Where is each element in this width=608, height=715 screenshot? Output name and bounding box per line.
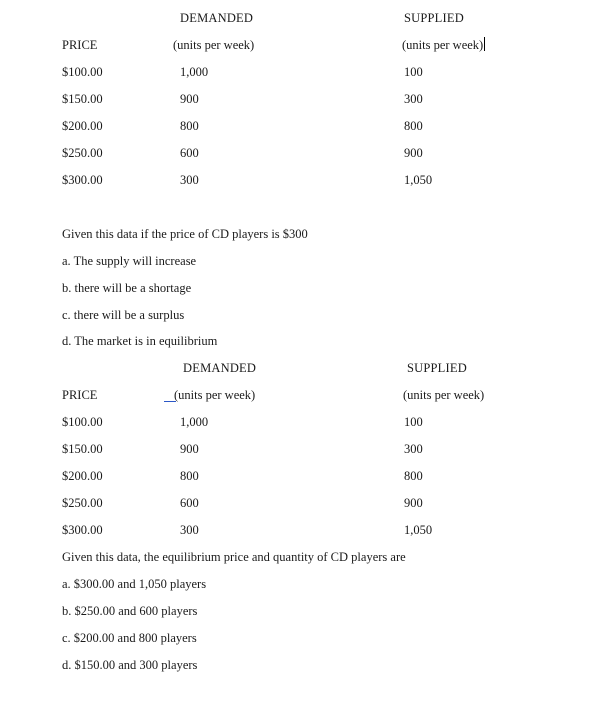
- table1-price-label: PRICE: [62, 38, 98, 52]
- table1-row-price: $200.00: [62, 119, 103, 133]
- table1-demanded-units: (units per week): [173, 38, 255, 52]
- table2-row-supplied: 300: [404, 442, 423, 456]
- table2-row-price: $200.00: [62, 469, 103, 483]
- table1-row-demanded: 800: [180, 119, 199, 133]
- table2-row-demanded: 600: [180, 496, 199, 510]
- question1-option: b. there will be a shortage: [62, 281, 192, 295]
- table2-price-label: PRICE: [62, 388, 98, 402]
- table1-row-demanded: 300: [180, 173, 199, 187]
- table1-row-price: $250.00: [62, 146, 103, 160]
- text-cursor: [484, 37, 485, 51]
- table2-row-demanded: 1,000: [180, 415, 209, 429]
- table1-supplied-header: SUPPLIED: [404, 11, 464, 25]
- question1-option: a. The supply will increase: [62, 254, 197, 268]
- table2-row-supplied: 800: [404, 469, 423, 483]
- table2-row-demanded: 300: [180, 523, 199, 537]
- table2-row-supplied: 900: [404, 496, 423, 510]
- table1-row-demanded: 900: [180, 92, 199, 106]
- table2-row-price: $150.00: [62, 442, 103, 456]
- table1-row-supplied: 900: [404, 146, 423, 160]
- table1-row-demanded: 600: [180, 146, 199, 160]
- table2-row-supplied: 100: [404, 415, 423, 429]
- question2-option: b. $250.00 and 600 players: [62, 604, 198, 618]
- table2-supplied-header: SUPPLIED: [407, 361, 467, 375]
- table2-demanded-units: (units per week): [174, 388, 256, 402]
- table1-row-supplied: 100: [404, 65, 423, 79]
- question2-option: d. $150.00 and 300 players: [62, 658, 198, 672]
- table2-row-price: $100.00: [62, 415, 103, 429]
- question1-option: d. The market is in equilibrium: [62, 334, 218, 348]
- question1-option: c. there will be a surplus: [62, 308, 185, 322]
- table1-demanded-header: DEMANDED: [180, 11, 254, 25]
- table2-row-demanded: 900: [180, 442, 199, 456]
- table2-row-price: $250.00: [62, 496, 103, 510]
- table1-row-supplied: 1,050: [404, 173, 433, 187]
- table2-row-price: $300.00: [62, 523, 103, 537]
- table1-supplied-units[interactable]: (units per week): [402, 38, 484, 52]
- table1-row-supplied: 800: [404, 119, 423, 133]
- table1-row-price: $300.00: [62, 173, 103, 187]
- question1-prompt: Given this data if the price of CD players is $300: [62, 227, 308, 241]
- question2-option: a. $300.00 and 1,050 players: [62, 577, 207, 591]
- question2-option: c. $200.00 and 800 players: [62, 631, 197, 645]
- table1-row-demanded: 1,000: [180, 65, 209, 79]
- question2-prompt: Given this data, the equilibrium price and quantity of CD players are: [62, 550, 406, 564]
- table1-row-supplied: 300: [404, 92, 423, 106]
- table2-row-supplied: 1,050: [404, 523, 433, 537]
- table2-demanded-header: DEMANDED: [183, 361, 257, 375]
- table2-supplied-units: (units per week): [403, 388, 485, 402]
- table1-row-price: $100.00: [62, 65, 103, 79]
- table2-row-demanded: 800: [180, 469, 199, 483]
- table1-row-price: $150.00: [62, 92, 103, 106]
